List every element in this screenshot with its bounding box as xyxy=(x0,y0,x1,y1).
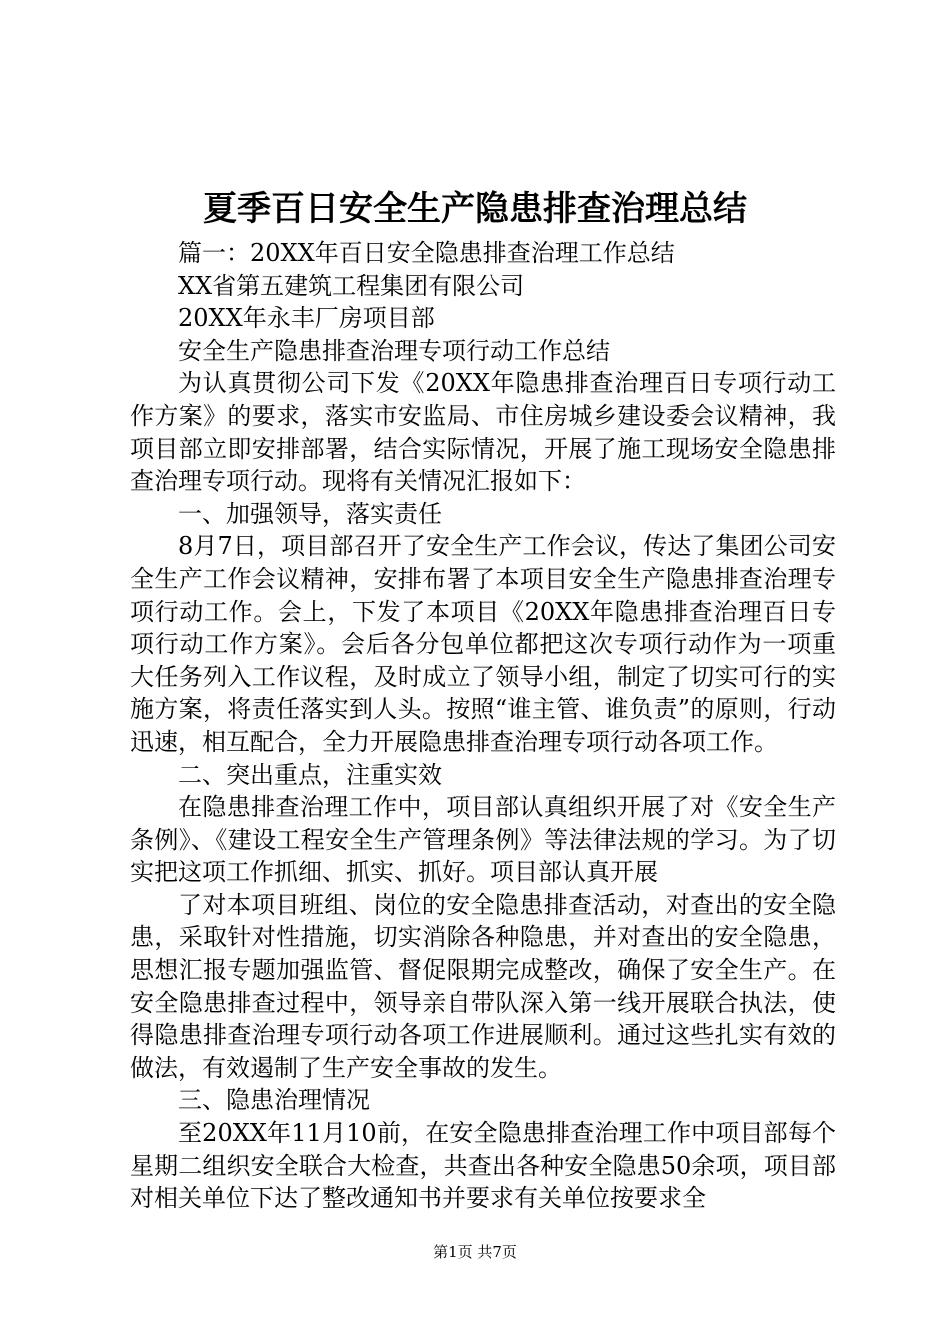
paragraph: 篇一：20XX年百日安全隐患排查治理工作总结 xyxy=(178,239,675,267)
paragraph: 至20XX年11月10前，在安全隐患排查治理工作中项目部每个星期二组织安全联合大检查，共查出各种安全隐患50余项，项目部对相关单位下达了整改通知书并要求有关单位按要求全 xyxy=(130,1119,836,1213)
paragraph: 8月7日，项目部召开了安全生产工作会议，传达了集团公司安全生产工作会议精神，安排布署了本项目安全生产隐患排查治理专项行动工作。会上，下发了本项目《20XX年隐患排查治理百日专项行动工作方案》。会后各分包单位都把这次专项行动作为一项重大任务列入工作议程，及时成立了领导小组，制定了切实可行的实施方案，将责任落实到人头。按照“谁主管、谁负责”的原则，行动迅速，相互配合，全力开展隐患排查治理专项行动各项工作。 xyxy=(130,532,836,756)
document-body xyxy=(130,237,836,1215)
paragraph: 二、突出重点，注重实效 xyxy=(178,760,442,789)
paragraph: 安全生产隐患排查治理专项行动工作总结 xyxy=(178,336,610,365)
paragraph: 了对本项目班组、岗位的安全隐患排查活动，对查出的安全隐患，采取针对性措施，切实消除各种隐患，并对查出的安全隐患，思想汇报专题加强监管、督促限期完成整改，确保了安全生产。在安全隐患排查过程中，领导亲自带队深入第一线开展联合执法，使得隐患排查治理专项行动各项工作进展顺利。通过这些扎实有效的做法，有效遏制了生产安全事故的发生。 xyxy=(130,890,836,1082)
paragraph: 20XX年永丰厂房项目部 xyxy=(178,304,435,333)
paragraph: 在隐患排查治理工作中，项目部认真组织开展了对《安全生产条例》、《建设工程安全生产管理条例》等法律法规的学习。为了切实把这项工作抓细、抓实、抓好。项目部认真开展 xyxy=(130,793,836,887)
paragraph: 一、加强领导，落实责任 xyxy=(178,499,442,528)
page-footer: 第1页 共7页 xyxy=(433,1243,517,1261)
paragraph: 为认真贯彻公司下发《20XX年隐患排查治理百日专项行动工作方案》的要求，落实市安监局、市住房城乡建设委会议精神，我项目部立即安排部署，结合实际情况，开展了施工现场安全隐患排查治理专项行动。现将有关情况汇报如下： xyxy=(130,369,836,496)
paragraph: XX省第五建筑工程集团有限公司 xyxy=(178,271,525,300)
paragraph: 三、隐患治理情况 xyxy=(178,1086,370,1115)
document-title: 夏季百日安全生产隐患排查治理总结 xyxy=(203,189,747,229)
